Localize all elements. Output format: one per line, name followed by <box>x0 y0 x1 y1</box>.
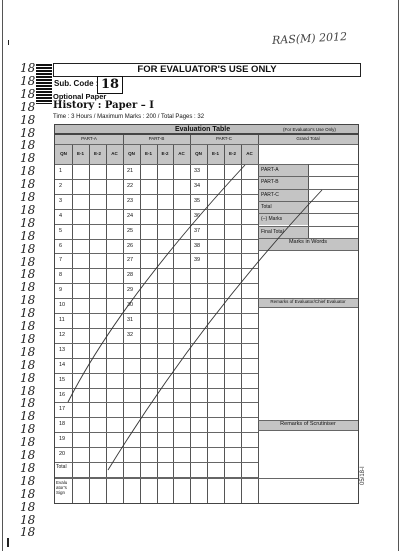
question-number: 11 <box>59 317 65 323</box>
side-number: 18 <box>20 409 36 424</box>
side-number: 18 <box>20 383 36 398</box>
side-number: 18 <box>20 99 36 114</box>
side-number: 18 <box>20 448 36 462</box>
remarks-evaluator-label: Remarks of Evaluator/Chief Evaluator <box>270 299 346 304</box>
column-header: AC <box>178 151 185 156</box>
sub-code-label: Sub. Code : <box>54 79 99 88</box>
question-number: 37 <box>194 227 201 234</box>
question-number: 17 <box>59 406 66 413</box>
part-a-title: PART-A <box>81 136 97 141</box>
column-header: QN <box>60 151 67 156</box>
strike-line-left <box>68 165 245 402</box>
question-number: 6 <box>59 242 63 249</box>
paper-title: History : Paper – I <box>53 100 154 111</box>
question-number: 15 <box>59 376 66 383</box>
question-number: 21 <box>127 168 134 174</box>
column-header: QN <box>195 151 202 156</box>
side-number: 18 <box>20 61 36 75</box>
side-number: 18 <box>20 190 36 204</box>
optional-paper-label: Optional Paper <box>53 92 107 101</box>
question-number: 1 <box>59 168 63 174</box>
side-number: 18 <box>20 267 36 282</box>
question-number: 9 <box>59 287 63 294</box>
question-number: 16 <box>59 391 66 398</box>
side-number: 18 <box>20 319 36 333</box>
side-number: 18 <box>20 306 36 321</box>
question-number: 30 <box>127 302 134 309</box>
side-number: 18 <box>20 164 36 179</box>
side-number: 18 <box>20 202 36 217</box>
grand-row-label: PART-A <box>261 167 279 173</box>
question-number: 23 <box>127 197 134 204</box>
sub-code-box: 18 <box>97 76 123 94</box>
side-number: 18 <box>20 473 36 488</box>
side-number: 18 <box>20 112 36 127</box>
evaluator-banner: FOR EVALUATOR'S USE ONLY <box>53 63 361 77</box>
side-code: 05/18-I <box>360 466 366 485</box>
grand-total-title: Grand Total <box>296 136 320 141</box>
question-number: 25 <box>127 227 134 234</box>
grand-row-label: Total <box>261 203 272 210</box>
side-number: 18 <box>20 228 36 243</box>
side-number: 18 <box>20 396 36 411</box>
grand-row-label: PART-C <box>261 191 279 198</box>
question-number: 5 <box>59 227 63 234</box>
side-number: 18 <box>20 486 36 501</box>
grand-row-label: Final Total <box>261 228 284 235</box>
column-header: QN <box>128 151 135 156</box>
column-header: E-1 <box>76 151 84 156</box>
grand-row-label: PART-B <box>261 179 279 186</box>
question-number: 35 <box>194 197 201 204</box>
side-number: 18 <box>20 344 36 359</box>
side-number: 18 <box>20 499 36 514</box>
question-number: 22 <box>127 182 134 189</box>
side-number: 18 <box>20 331 36 346</box>
evaluation-table-note: (For Evaluator's Use Only) <box>283 127 336 132</box>
question-number: 10 <box>59 302 66 309</box>
side-number: 18 <box>20 125 36 140</box>
question-number: 38 <box>194 242 201 249</box>
time-marks-info: Time : 3 Hours / Maximum Marks : 200 / Total Pages : 32 <box>53 114 205 120</box>
side-number: 18 <box>20 138 36 153</box>
column-header: E-2 <box>93 151 101 156</box>
strike-line-right <box>108 190 322 470</box>
column-header: AC <box>246 151 253 156</box>
side-number: 18 <box>20 177 36 192</box>
side-number: 18 <box>20 422 36 437</box>
grand-row-label: (–) Marks <box>261 216 283 223</box>
remarks-scrutiniser-label: Remarks of Scrutiniser <box>280 421 336 427</box>
question-number: 3 <box>59 197 63 204</box>
side-number: 18 <box>20 293 36 308</box>
side-number: 18 <box>20 370 36 385</box>
question-number: 8 <box>59 272 63 279</box>
question-number: 34 <box>194 182 201 189</box>
evaluation-table-title: Evaluation Table <box>175 126 231 133</box>
side-number: 18 <box>20 215 36 230</box>
side-number: 18 <box>20 241 36 256</box>
side-number: 18 <box>20 86 36 101</box>
question-number: 32 <box>127 331 134 338</box>
question-number: 39 <box>194 257 201 264</box>
column-header: E-2 <box>228 151 236 156</box>
side-number: 18 <box>20 151 36 166</box>
question-number: 13 <box>59 346 66 353</box>
side-number: 18 <box>20 254 36 269</box>
handwritten-note: RAS(M) 2012 <box>271 30 348 47</box>
question-number: 24 <box>127 212 134 219</box>
question-number: 4 <box>59 212 63 219</box>
side-number: 18 <box>20 512 36 527</box>
side-number: 18 <box>20 73 36 88</box>
part-c-title: PART-C <box>215 136 233 141</box>
question-number: 27 <box>127 257 134 264</box>
total-row-label: Total <box>56 464 67 470</box>
evaluator-sign-label: Evalu ator's Sign <box>56 480 68 495</box>
question-number: 2 <box>59 182 63 189</box>
marks-in-words-label: Marks in Words <box>288 239 328 245</box>
question-number: 19 <box>59 436 66 443</box>
column-header: E-1 <box>211 151 219 156</box>
question-number: 12 <box>59 331 66 338</box>
column-header: E-2 <box>161 151 169 156</box>
question-number: 31 <box>127 317 134 323</box>
side-number: 18 <box>20 460 36 475</box>
question-number: 14 <box>59 361 66 368</box>
question-number: 7 <box>59 257 63 264</box>
side-number: 18 <box>20 435 36 450</box>
question-number: 36 <box>194 212 201 219</box>
column-header: AC <box>111 151 118 156</box>
question-number: 33 <box>194 168 201 174</box>
question-number: 26 <box>127 242 134 249</box>
question-number: 18 <box>59 421 66 428</box>
question-number: 29 <box>127 287 134 294</box>
side-number: 18 <box>20 357 36 372</box>
side-number: 18 <box>20 525 36 540</box>
column-header: E-1 <box>144 151 152 156</box>
side-number: 18 <box>20 280 36 295</box>
part-b-title: PART-B <box>148 136 165 141</box>
question-number: 20 <box>59 451 66 458</box>
question-number: 28 <box>127 272 134 279</box>
